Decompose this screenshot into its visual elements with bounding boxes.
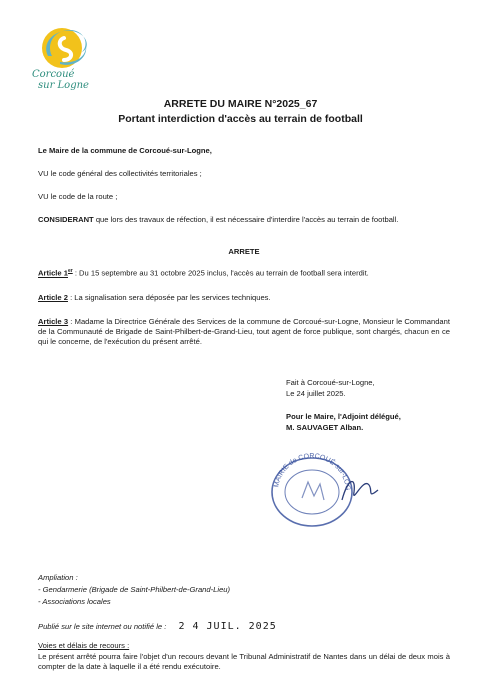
logo-name-line2: sur Logne	[38, 79, 89, 91]
arrete-heading: ARRETE	[228, 247, 260, 256]
logo-name-line1: Corcoué	[32, 69, 75, 80]
document-title: ARRETE DU MAIRE N°2025_67	[163, 98, 318, 110]
handwritten-signature	[338, 470, 383, 510]
article-1	[38, 268, 450, 278]
article-1-label: Article 1	[38, 268, 68, 278]
signature-name: M. SAUVAGET Alban.	[286, 423, 364, 432]
recours-text: Le présent arrêté pourra faire l'objet d'un recours devant le Tribunal Administratif de Nantes dans un délai de deux mois à compter de la date à laquelle il a été rendu exécutoire.	[38, 652, 450, 671]
article-3	[38, 317, 450, 347]
publication-line	[38, 620, 458, 633]
article-2-text: : La signalisation sera déposée par les services techniques.	[67, 293, 271, 302]
signature-place: Fait à Corcoué-sur-Logne,	[286, 378, 375, 387]
logo-emblem-icon	[30, 18, 110, 74]
publication-label: Publié sur le site internet ou notifié le :	[38, 622, 167, 631]
signature-role: Pour le Maire, l'Adjoint délégué,	[286, 412, 401, 421]
considerant-paragraph	[38, 215, 450, 225]
document-subtitle: Portant interdiction d'accès au terrain de football	[118, 113, 363, 125]
signature-date: Le 24 juillet 2025.	[286, 389, 346, 398]
considerant-label: CONSIDERANT	[38, 215, 94, 224]
ampliation-title: Ampliation :	[38, 573, 78, 582]
article-3-label: Article 3	[38, 317, 69, 326]
article-3-text: : Madame la Directrice Générale des Services de la commune de Corcoué-sur-Logne, Monsieur le Commandant de la Communauté de Brigade de Saint-Philbert-de-Grand-Lieu, tout agent de force publique, sont chargés, chacun en ce qui le concerne, de l'exécution du présent arrêté.	[38, 317, 450, 346]
article-2-label: Article 2	[38, 293, 68, 302]
considerant-text: que lors des travaux de réfection, il est nécessaire d'interdire l'accès au terrain de football.	[93, 215, 399, 224]
article-1-text: : Du 15 septembre au 31 octobre 2025 inclus, l'accès au terrain de football sera interdit.	[72, 268, 369, 278]
vu-code-route-line: VU le code de la route ;	[38, 192, 118, 201]
article-1-sup: er	[67, 268, 73, 274]
signature-scribble-icon	[338, 470, 383, 510]
ampliation-item: - Associations locales	[38, 597, 111, 606]
recours-title: Voies et délais de recours :	[38, 641, 130, 650]
commune-logo	[30, 18, 110, 100]
article-2	[38, 293, 450, 303]
stamp-text: MAIRIE de CORCOUÉ-sur-LOG	[273, 452, 352, 491]
vu-cgct-line: VU le code général des collectivités territoriales ;	[38, 169, 202, 178]
ampliation-item: - Gendarmerie (Brigade de Saint-Philbert-de-Grand-Lieu)	[38, 585, 231, 594]
mayor-line: Le Maire de la commune de Corcoué-sur-Logne,	[38, 146, 212, 155]
publication-date-stamp: 2 4 JUIL. 2025	[178, 621, 277, 632]
